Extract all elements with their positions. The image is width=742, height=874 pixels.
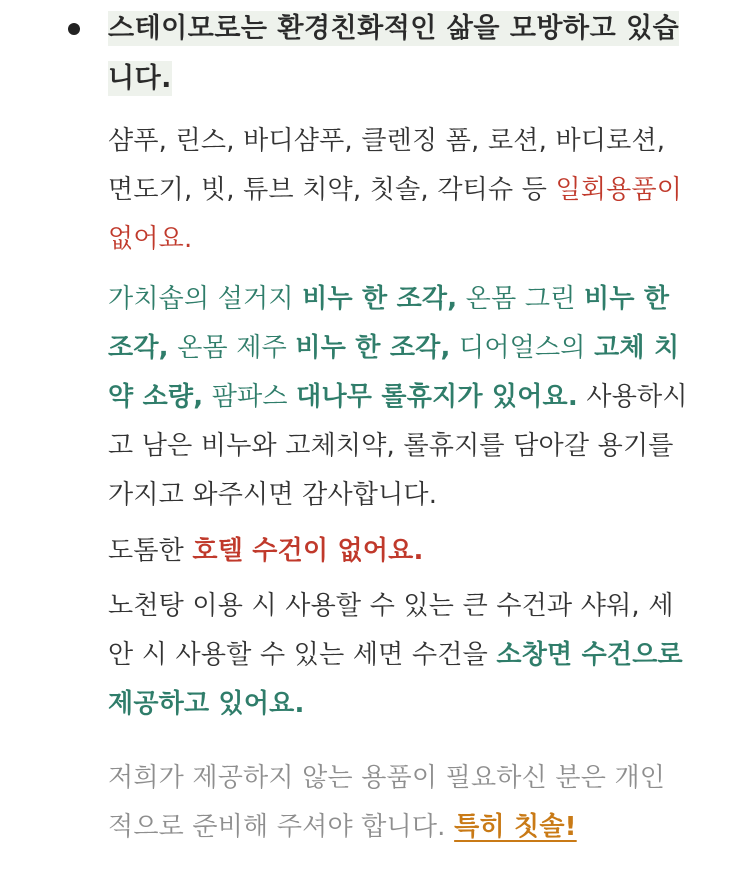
provided-item-3: 비누 한 조각,	[295, 333, 451, 363]
paragraph-towel	[108, 527, 688, 576]
section-heading	[108, 4, 688, 104]
no-hotel-towel-note: 호텔 수건이 없어요.	[192, 536, 424, 566]
provided-text-4: 디어얼스의	[459, 333, 586, 363]
provided-item-2: 비누 한 조각,	[108, 284, 670, 363]
bullet-dot	[68, 23, 80, 35]
cotton-towel-note: 소창면 수건으로 제공하고 있어요.	[108, 640, 683, 719]
amenities-list: 샴푸, 린스, 바디샴푸, 클렌징 폼, 로션, 바디로션, 면도기, 빗, 튜브 치약, 칫솔, 각티슈 등	[108, 126, 666, 205]
no-disposables-note: 일회용품이 없어요.	[108, 175, 683, 254]
paragraph-provided-items	[108, 275, 688, 520]
provided-text-3: 온몸 제주	[177, 333, 287, 363]
towel-usage-text: 노천탕 이용 시 사용할 수 있는 큰 수건과 샤워, 세안 시 사용할 수 있는 세면 수건을	[108, 591, 674, 670]
provided-text-1: 가치솝의 설거지	[108, 284, 294, 314]
toothbrush-link[interactable]: 특히 칫솔!	[454, 812, 577, 842]
provided-text-5: 팜파스	[211, 382, 288, 412]
container-request: 사용하시고 남은 비누와 고체치약, 롤휴지를 담아갈 용기를 가지고 와주시면 감사합니다.	[108, 382, 688, 510]
provided-text-2: 온몸 그린	[465, 284, 576, 314]
paragraph-towel-provided	[108, 582, 688, 729]
provided-item-1: 비누 한 조각,	[302, 284, 458, 314]
paragraph-amenities	[108, 117, 688, 264]
heading-highlight: 스테이모로는 환경친화적인 삶을 모방하고 있습니다.	[108, 13, 680, 94]
paragraph-bring-your-own	[108, 754, 688, 852]
towel-prefix: 도톰한	[108, 536, 184, 566]
provided-item-4: 고체 치약 소량,	[108, 333, 680, 412]
provided-item-5: 대나무 롤휴지가 있어요.	[296, 382, 578, 412]
bring-own-text: 저희가 제공하지 않는 용품이 필요하신 분은 개인적으로 준비해 주셔야 합니다.	[108, 763, 666, 842]
